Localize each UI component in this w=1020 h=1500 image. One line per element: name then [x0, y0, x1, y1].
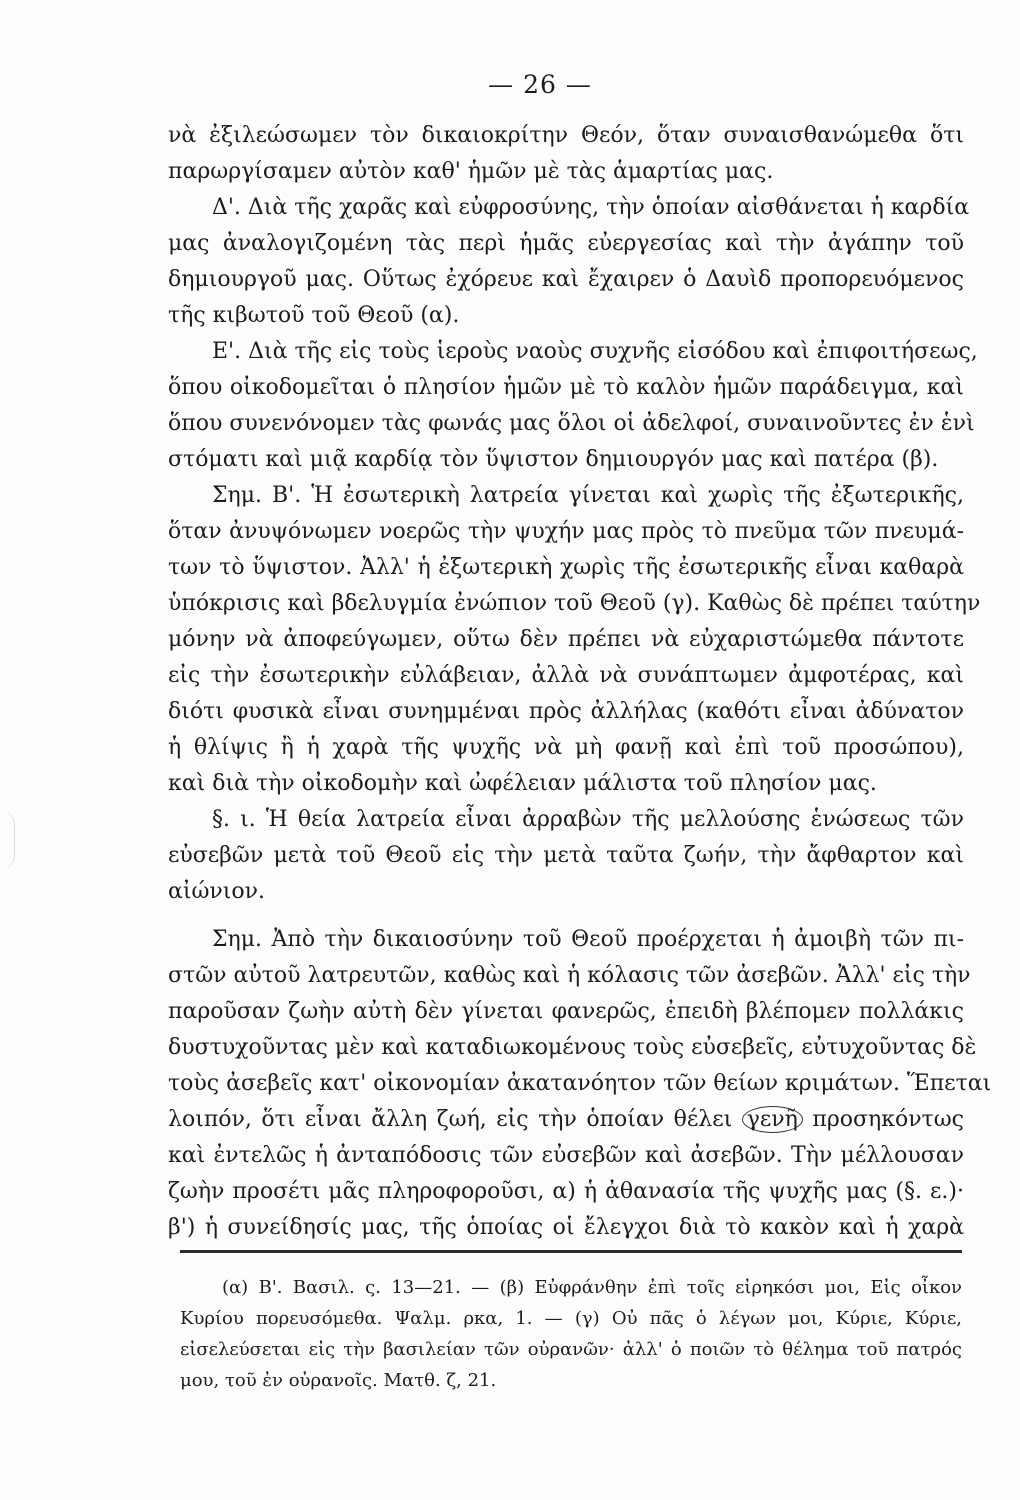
footnotes [180, 1272, 962, 1396]
text-line: στῶν αὐτοῦ λατρευτῶν, καθὼς καὶ ἡ κόλασις τῶν ἀσεβῶν. Ἀλλ' εἰς τὴν [168, 963, 971, 988]
main-text [168, 118, 992, 1246]
text-line: των τὸ ὕψιστον. Ἀλλ' ἡ ἐξωτερικὴ χωρὶς τῆς ἐσωτερικῆς εἶναι καθαρὰ [168, 555, 964, 580]
text-line: αἰώνιον. [168, 879, 266, 904]
page-number: — 26 — [488, 70, 592, 99]
text-line: δυστυχοῦντας μὲν καὶ καταδιωκομένους τοὺς εὐσεβεῖς, εὐτυχοῦντας δὲ [168, 1035, 977, 1060]
footnote-line: Κυρίου πορευσόμεθα. Ψαλμ. ρκα, 1. — (γ) Οὐ πᾶς ὁ λέγων μοι, Κύριε, Κύριε, [180, 1308, 962, 1329]
text-line: ὅταν ἀνυψόνωμεν νοερῶς τὴν ψυχήν μας πρὸς τὸ πνεῦμα τῶν πνευμά- [168, 519, 964, 544]
footnote-divider [180, 1250, 962, 1253]
text-line: ζωὴν προσέτι μᾶς πληροφοροῦσι, α) ἡ ἀθανασία τῆς ψυχῆς μας (§. ε.)· [168, 1179, 964, 1204]
scan-edge-mark [0, 810, 15, 870]
footnote-line: εἰσελεύσεται εἰς τὴν βασιλείαν τῶν οὐρανῶν· ἀλλ' ὁ ποιῶν τὸ θέλημα τοῦ πατρός [180, 1339, 962, 1360]
text-line: δημιουργοῦ μας. Οὕτως ἐχόρευε καὶ ἔχαιρεν ὁ Δαυὶδ προπορευόμενος [168, 267, 964, 292]
text-line: β') ἡ συνείδησίς μας, τῆς ὁποίας οἱ ἔλεγχοι διὰ τὸ κακὸν καὶ ἡ χαρὰ [168, 1215, 964, 1240]
text-line: Σημ. Ἀπὸ τὴν δικαιοσύνην τοῦ Θεοῦ προέρχεται ἡ ἀμοιβὴ τῶν πι- [212, 927, 964, 952]
text-line: ὅπου οἰκοδομεῖται ὁ πλησίον ἡμῶν μὲ τὸ καλὸν ἡμῶν παράδειγμα, καὶ [168, 375, 964, 400]
footnote-line: μου, τοῦ ἐν οὐρανοῖς. Ματθ. ζ, 21. [180, 1370, 497, 1391]
text-line: εὐσεβῶν μετὰ τοῦ Θεοῦ εἰς τὴν μετὰ ταῦτα ζωήν, τὴν ἄφθαρτον καὶ [168, 843, 964, 868]
circled-word: γενῆ [742, 1106, 803, 1133]
text-line: μόνην νὰ ἀποφεύγωμεν, οὕτω δὲν πρέπει νὰ εὐχαριστώμεθα πάντοτε [168, 627, 964, 652]
paragraph-gap [168, 910, 964, 922]
footnote-line: (α) Β'. Βασιλ. ς. 13—21. — (β) Εὐφράνθην ἐπὶ τοῖς εἰρηκόσι μοι, Εἰς οἶκον [222, 1277, 962, 1298]
text-line: ἡ θλίψις ἢ ἡ χαρὰ τῆς ψυχῆς νὰ μὴ φανῇ καὶ ἐπὶ τοῦ προσώπου), [168, 735, 964, 760]
text-line: εἰς τὴν ἐσωτερικὴν εὐλάβειαν, ἀλλὰ νὰ συνάπτωμεν ἀμφοτέρας, καὶ [168, 663, 964, 688]
text-line: τοὺς ἀσεβεῖς κατ' οἰκονομίαν ἀκατανόητον τῶν θείων κριμάτων. Ἕπεται [168, 1071, 992, 1096]
text-line: καὶ ἐντελῶς ἡ ἀνταπόδοσις τῶν εὐσεβῶν καὶ ἀσεβῶν. Τὴν μέλλουσαν [168, 1143, 964, 1168]
text-line: παροῦσαν ζωὴν αὐτὴ δὲν γίνεται φανερῶς, ἐπειδὴ βλέπομεν πολλάκις [168, 999, 964, 1024]
text-line: ὅπου συνενόνομεν τὰς φωνάς μας ὅλοι οἱ ἀδελφοί, συναινοῦντες ἐν ἑνὶ [168, 411, 975, 436]
text-line: νὰ ἐξιλεώσωμεν τὸν δικαιοκρίτην Θεόν, ὅταν συναισθανώμεθα ὅτι [168, 123, 964, 148]
text-line: §. ι. Ἡ θεία λατρεία εἶναι ἀρραβὼν τῆς μελλούσης ἑνώσεως τῶν [212, 807, 964, 832]
text-line: Ε'. Διὰ τῆς εἰς τοὺς ἱεροὺς ναοὺς συχνῆς εἰσόδου καὶ ἐπιφοιτήσεως, [212, 339, 978, 364]
text-line: τῆς κιβωτοῦ τοῦ Θεοῦ (α). [168, 303, 460, 328]
text-fragment: προσηκόντως [802, 1107, 964, 1132]
text-line: Δ'. Διὰ τῆς χαρᾶς καὶ εὐφροσύνης, τὴν ὁποίαν αἰσθάνεται ἡ καρδία [212, 195, 970, 220]
text-line: διότι φυσικὰ εἶναι συνημμέναι πρὸς ἀλλήλας (καθότι εἶναι ἀδύνατον [168, 699, 964, 724]
text-line: καὶ διὰ τὴν οἰκοδομὴν καὶ ὠφέλειαν μάλιστα τοῦ πλησίον μας. [168, 771, 877, 796]
text-line: ὑπόκρισις καὶ βδελυγμία ἐνώπιον τοῦ Θεοῦ (γ). Καθὼς δὲ πρέπει ταύτην [168, 591, 981, 616]
text-line [168, 1102, 964, 1138]
text-line: μας ἀναλογιζομένη τὰς περὶ ἡμᾶς εὐεργεσίας καὶ τὴν ἀγάπην τοῦ [168, 231, 964, 256]
text-line: παρωργίσαμεν αὐτὸν καθ' ἡμῶν μὲ τὰς ἁμαρτίας μας. [168, 159, 774, 184]
text-fragment: λοιπόν, ὅτι εἶναι ἄλλη ζωή, εἰς τὴν ὁποίαν θέλει [168, 1107, 742, 1132]
text-line: Σημ. Β'. Ἡ ἐσωτερικὴ λατρεία γίνεται καὶ χωρὶς τῆς ἐξωτερικῆς, [212, 483, 964, 508]
text-line: στόματι καὶ μιᾷ καρδίᾳ τὸν ὕψιστον δημιουργόν μας καὶ πατέρα (β). [168, 447, 939, 472]
